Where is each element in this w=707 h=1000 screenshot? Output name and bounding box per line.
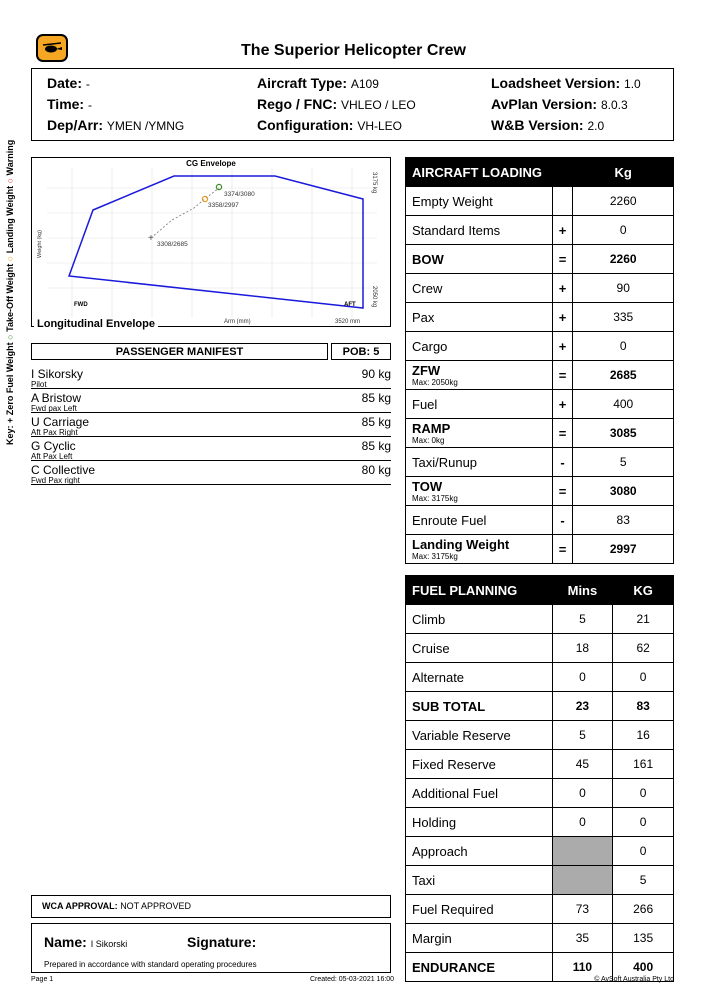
arm-axis-label: Arm (mm) [224, 319, 251, 325]
fuel-row [406, 663, 674, 692]
fuel-row [406, 779, 674, 808]
fuel-row [406, 837, 674, 866]
lw-marker [202, 196, 207, 201]
lw-point-label: 3358/2997 [208, 202, 239, 209]
fuel-kg: 0 [613, 808, 674, 837]
fuel-row [406, 634, 674, 663]
manifest-row [31, 389, 391, 413]
loading-label: Fuel [406, 390, 553, 419]
loading-value: 0 [573, 332, 674, 361]
loading-row [406, 303, 674, 332]
name-value: I Sikorski [90, 939, 128, 949]
loading-header-title: AIRCRAFT LOADING [406, 158, 573, 187]
fuel-row [406, 808, 674, 837]
fuel-label: Approach [406, 837, 553, 866]
cg-envelope-chart [31, 157, 391, 327]
fwd-label: FWD [74, 302, 88, 308]
passenger-weight: 85 kg [361, 415, 391, 429]
fuel-mins-header: Mins [552, 576, 613, 605]
loading-value: 2260 [573, 245, 674, 274]
loading-value: 2260 [573, 187, 674, 216]
loading-row [406, 506, 674, 535]
fuel-label: Climb [406, 605, 553, 634]
manifest-row [31, 461, 391, 485]
fuel-row [406, 721, 674, 750]
loading-value: 400 [573, 390, 674, 419]
fuel-mins: 5 [552, 605, 613, 634]
fuel-row [406, 750, 674, 779]
loading-row [406, 274, 674, 303]
fuel-kg: 266 [613, 895, 674, 924]
tow-circle-icon: ○ [5, 334, 15, 340]
cg-envelope-title: CG Envelope [186, 159, 236, 168]
loading-unit: Kg [573, 158, 674, 187]
fuel-mins: 45 [552, 750, 613, 779]
loading-operator [552, 187, 573, 216]
page-number: Page 1 [31, 976, 54, 983]
manifest-row [31, 413, 391, 437]
time-field: Time: - [47, 96, 92, 112]
fuel-kg: 16 [613, 721, 674, 750]
fuel-kg: 0 [613, 779, 674, 808]
loading-operator: + [552, 216, 573, 245]
loading-operator: = [552, 245, 573, 274]
fuel-kg: 161 [613, 750, 674, 779]
passenger-weight: 85 kg [361, 439, 391, 453]
passenger-weight: 80 kg [361, 463, 391, 477]
loading-operator: + [552, 274, 573, 303]
aircraft-loading-table [405, 157, 674, 564]
pob-count: POB: 5 [331, 343, 391, 360]
fuel-kg: 400 [613, 953, 674, 982]
fuel-label: Variable Reserve [406, 721, 553, 750]
flight-header [31, 68, 674, 141]
loading-label: Empty Weight [406, 187, 553, 216]
fuel-mins: 0 [552, 779, 613, 808]
fuel-label: Fuel Required [406, 895, 553, 924]
loading-value: 335 [573, 303, 674, 332]
loading-label: Crew [406, 274, 553, 303]
dep-arr-field: Dep/Arr: YMEN /YMNG [47, 117, 185, 133]
loading-label: TOW Max: 3175kg [406, 477, 553, 506]
loading-operator: = [552, 361, 573, 390]
fuel-kg: 135 [613, 924, 674, 953]
fuel-kg: 5 [613, 866, 674, 895]
aircraft-type-field: Aircraft Type: A109 [257, 75, 379, 91]
fuel-planning-table [405, 575, 674, 982]
fuel-kg: 83 [613, 692, 674, 721]
fuel-header-row [406, 576, 674, 605]
passenger-seat: Aft Pax Left [31, 452, 73, 461]
fuel-row [406, 924, 674, 953]
passenger-weight: 90 kg [361, 367, 391, 381]
fuel-kg: 0 [613, 663, 674, 692]
cg-envelope-svg [32, 158, 390, 326]
manifest-row [31, 437, 391, 461]
fuel-label: Taxi [406, 866, 553, 895]
loading-row [406, 361, 674, 390]
fuel-kg: 21 [613, 605, 674, 634]
fuel-mins: 73 [552, 895, 613, 924]
copyright: © AvSoft Australia Pty Ltd [594, 976, 674, 983]
created-timestamp: Created: 05-03-2021 16:00 [310, 976, 395, 983]
loading-value: 3085 [573, 419, 674, 448]
fuel-mins: 23 [552, 692, 613, 721]
min-weight-label: 2050 kg [371, 286, 377, 308]
loading-row [406, 535, 674, 564]
loading-value: 83 [573, 506, 674, 535]
signature-box [31, 923, 391, 973]
avplan-version-field: AvPlan Version: 8.0.3 [491, 96, 628, 112]
fuel-label: ENDURANCE [406, 953, 553, 982]
fuel-mins: 0 [552, 808, 613, 837]
manifest-header: PASSENGER MANIFEST [31, 343, 328, 360]
fuel-row [406, 605, 674, 634]
date-field: Date: - [47, 75, 90, 91]
loading-label: Enroute Fuel [406, 506, 553, 535]
manifest-row [31, 365, 391, 389]
passenger-seat: Pilot [31, 380, 47, 389]
fuel-mins: 110 [552, 953, 613, 982]
wca-approval-status: NOT APPROVED [120, 901, 192, 911]
fuel-mins: 5 [552, 721, 613, 750]
loading-label: ZFW Max: 2050kg [406, 361, 553, 390]
loading-operator: - [552, 506, 573, 535]
fuel-mins: 0 [552, 663, 613, 692]
fuel-kg: 0 [613, 837, 674, 866]
fuel-label: Additional Fuel [406, 779, 553, 808]
loading-value: 90 [573, 274, 674, 303]
passenger-name: C Collective [31, 463, 96, 477]
passenger-name: U Carriage [31, 415, 90, 429]
loading-operator: = [552, 477, 573, 506]
loading-value: 2997 [573, 535, 674, 564]
lw-circle-icon: ○ [5, 255, 15, 262]
loading-operator: + [552, 303, 573, 332]
loading-operator: + [552, 332, 573, 361]
tow-marker [216, 184, 221, 189]
wca-approval-box: WCA APPROVAL: NOT APPROVED [31, 895, 391, 918]
loading-operator: - [552, 448, 573, 477]
loading-row [406, 187, 674, 216]
arm-right-label: 3520 mm [335, 319, 361, 325]
loading-value: 3080 [573, 477, 674, 506]
fuel-mins: 18 [552, 634, 613, 663]
fuel-row [406, 895, 674, 924]
fuel-kg: 62 [613, 634, 674, 663]
loading-header-row [406, 158, 674, 187]
max-weight-label: 3175 kg [371, 172, 377, 194]
fuel-mins [552, 866, 613, 895]
loading-row [406, 419, 674, 448]
loading-label: BOW [406, 245, 553, 274]
zfw-marker: + [148, 233, 154, 244]
loading-row [406, 477, 674, 506]
longitudinal-envelope-label: Longitudinal Envelope [34, 318, 158, 330]
aft-label: AFT [344, 302, 356, 308]
loading-label: Pax [406, 303, 553, 332]
chart-key: Key: + Zero Fuel Weight ○ Take-Off Weight ○ Landing Weight ○ Warning [5, 139, 15, 445]
loading-value: 0 [573, 216, 674, 245]
passenger-name: G Cyclic [31, 439, 76, 453]
loading-value: 2685 [573, 361, 674, 390]
loading-label: RAMP Max: 0kg [406, 419, 553, 448]
fuel-label: Margin [406, 924, 553, 953]
fuel-label: Alternate [406, 663, 553, 692]
fuel-mins [552, 837, 613, 866]
loading-row [406, 216, 674, 245]
fuel-label: SUB TOTAL [406, 692, 553, 721]
wb-version-field: W&B Version: 2.0 [491, 117, 605, 133]
fuel-label: Holding [406, 808, 553, 837]
fuel-mins: 35 [552, 924, 613, 953]
passenger-name: A Bristow [31, 391, 82, 405]
loading-value: 5 [573, 448, 674, 477]
loadsheet-version-field: Loadsheet Version: 1.0 [491, 75, 641, 91]
name-field: Name: I Sikorski [44, 934, 128, 950]
warning-circle-icon: ○ [5, 177, 15, 184]
rego-field: Rego / FNC: VHLEO / LEO [257, 96, 416, 112]
fuel-kg-header: KG [613, 576, 674, 605]
loading-row [406, 390, 674, 419]
fuel-row [406, 866, 674, 895]
zfw-point-label: 3308/2685 [157, 241, 188, 248]
fuel-label: Cruise [406, 634, 553, 663]
passenger-seat: Aft Pax Right [31, 428, 78, 437]
passenger-seat: Fwd pax Left [31, 404, 77, 413]
loading-label: Cargo [406, 332, 553, 361]
tow-point-label: 3374/3080 [224, 191, 255, 198]
fuel-row [406, 692, 674, 721]
zfw-cross-icon: + [5, 417, 15, 423]
passenger-name: I Sikorsky [31, 367, 84, 381]
loading-operator: = [552, 535, 573, 564]
passenger-seat: Fwd Pax right [31, 476, 80, 485]
loading-operator: + [552, 390, 573, 419]
signature-label: Signature: [187, 934, 257, 950]
loading-row [406, 448, 674, 477]
configuration-field: Configuration: VH-LEO [257, 117, 402, 133]
document-title: The Superior Helicopter Crew [241, 42, 466, 59]
weight-axis-label: Weight (kg) [37, 229, 43, 258]
sop-note: Prepared in accordance with standard operating procedures [44, 960, 257, 969]
loading-row [406, 332, 674, 361]
fuel-header-title: FUEL PLANNING [406, 576, 553, 605]
loading-label: Taxi/Runup [406, 448, 553, 477]
loading-row [406, 245, 674, 274]
passenger-weight: 85 kg [361, 391, 391, 405]
loading-operator: = [552, 419, 573, 448]
loading-label: Landing Weight Max: 3175kg [406, 535, 553, 564]
fuel-label: Fixed Reserve [406, 750, 553, 779]
loading-label: Standard Items [406, 216, 553, 245]
